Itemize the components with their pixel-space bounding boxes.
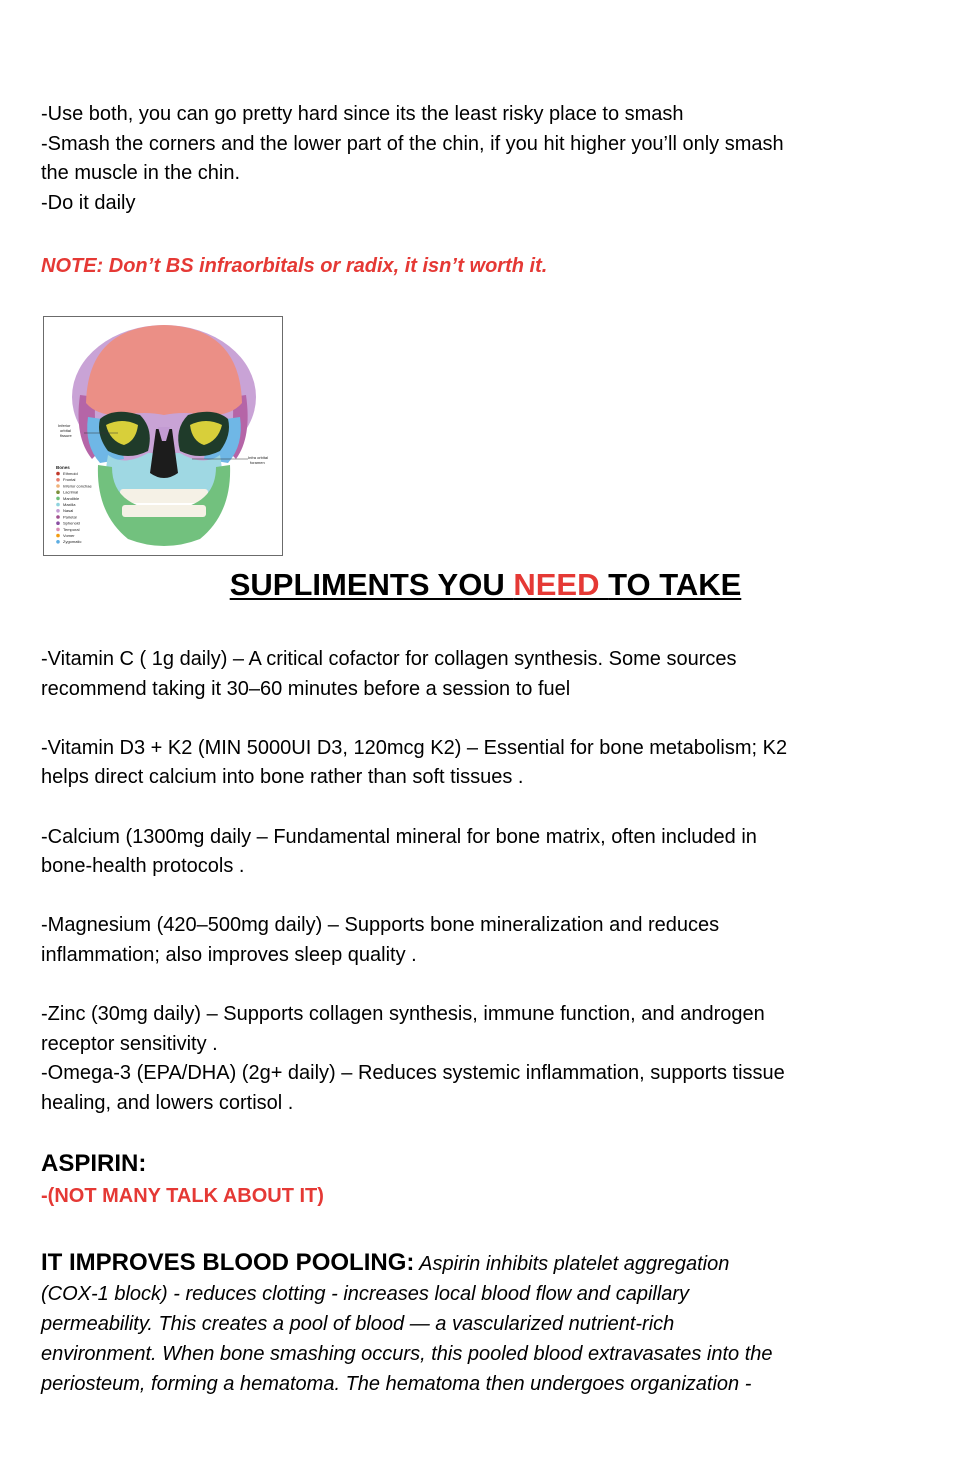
supplement-line: bone-health protocols . bbox=[41, 855, 245, 878]
legend-item-label: Ethmoid bbox=[63, 471, 78, 476]
heading-emphasis: NEED bbox=[513, 567, 609, 602]
legend-swatch bbox=[56, 490, 60, 494]
intro-line: -Do it daily bbox=[41, 191, 136, 214]
upper-teeth bbox=[120, 489, 208, 503]
pooling-line: permeability. This creates a pool of blood — a vascularized nutrient‑rich bbox=[41, 1313, 675, 1335]
supplement-item-omega-3 bbox=[41, 1059, 921, 1118]
legend-swatch bbox=[56, 472, 60, 476]
supplement-item-calcium bbox=[41, 823, 921, 882]
warning-note: NOTE: Don’t BS infraorbitals or radix, it isn’t worth it. bbox=[41, 255, 548, 278]
blood-pooling-paragraph bbox=[41, 1248, 921, 1399]
legend-title: Bones bbox=[56, 465, 70, 470]
legend-swatch bbox=[56, 534, 60, 538]
intro-section bbox=[41, 100, 921, 282]
pooling-line: (COX‑1 block) - reduces clotting - increases local blood flow and capillary bbox=[41, 1283, 690, 1305]
legend-item-label: Nasal bbox=[63, 508, 74, 514]
legend-item-label: Mandible bbox=[63, 495, 80, 501]
intro-line: -Smash the corners and the lower part of the chin, if you hit higher you’ll only smash bbox=[41, 132, 784, 155]
pooling-lead: IT IMPROVES BLOOD POOLING: bbox=[41, 1249, 415, 1276]
frontal-region bbox=[86, 325, 242, 415]
legend-item-label: Parietal bbox=[63, 514, 77, 520]
legend-item-label: Zygomatic bbox=[63, 539, 82, 545]
legend-item-label: Frontal bbox=[63, 477, 76, 483]
pooling-body-start: Aspirin inhibits platelet aggregation bbox=[414, 1253, 730, 1275]
supplement-line: -Zinc (30mg daily) – Supports collagen synthesis, immune function, and androgen bbox=[41, 1003, 765, 1026]
supplement-line: receptor sensitivity . bbox=[41, 1032, 218, 1055]
legend-swatch bbox=[56, 478, 60, 482]
supplement-line: helps direct calcium into bone rather than soft tissues . bbox=[41, 766, 524, 789]
supplement-item-vitamin-d3-k2 bbox=[41, 734, 921, 793]
supplements-list bbox=[41, 645, 921, 1119]
supplement-line: healing, and lowers cortisol . bbox=[41, 1091, 294, 1114]
legend-item-label: Lacrimal bbox=[63, 489, 79, 495]
legend-swatch bbox=[56, 484, 60, 488]
pooling-first-line bbox=[41, 1248, 921, 1279]
bones-legend bbox=[56, 471, 92, 544]
legend-swatch bbox=[56, 528, 60, 532]
pooling-line: periosteum, forming a hematoma. The hematoma then undergoes organization - bbox=[41, 1373, 752, 1395]
pooling-line: environment. When bone smashing occurs, this pooled blood extravasates into the bbox=[41, 1343, 773, 1365]
legend-swatch bbox=[56, 521, 60, 525]
lower-teeth bbox=[122, 505, 206, 517]
supplement-line: -Calcium (1300mg daily – Fundamental mineral for bone matrix, often included in bbox=[41, 825, 757, 848]
legend-swatch bbox=[56, 515, 60, 519]
legend-swatch bbox=[56, 503, 60, 507]
supplements-heading bbox=[0, 566, 971, 604]
supplement-line: -Magnesium (420–500mg daily) – Supports bone mineralization and reduces bbox=[41, 914, 720, 937]
legend-swatch bbox=[56, 509, 60, 513]
supplement-line: -Vitamin C ( 1g daily) – A critical cofactor for collagen synthesis. Some sources bbox=[41, 648, 737, 670]
supplement-item-vitamin-c bbox=[41, 645, 921, 704]
supplement-line: -Omega-3 (EPA/DHA) (2g+ daily) – Reduces systemic inflammation, supports tissue bbox=[41, 1062, 785, 1085]
intro-text bbox=[41, 100, 921, 218]
supplement-item-zinc bbox=[41, 1000, 921, 1059]
supplement-line: -Vitamin D3 + K2 (MIN 5000UI D3, 120mcg K2) – Essential for bone metabolism; K2 bbox=[41, 736, 788, 759]
intro-line: the muscle in the chin. bbox=[41, 162, 240, 185]
infraorbital-foramen-label: Infra orbital foramen bbox=[248, 455, 269, 465]
skull-illustration bbox=[44, 317, 282, 555]
supplement-item-magnesium bbox=[41, 911, 921, 970]
heading-part-3: TO TAKE bbox=[608, 567, 742, 602]
skull-diagram-image bbox=[43, 316, 283, 556]
legend-item-label: Temporal bbox=[63, 526, 80, 532]
legend-swatch bbox=[56, 540, 60, 544]
supplement-line: recommend taking it 30–60 minutes before a session to fuel bbox=[41, 677, 571, 700]
legend-swatch bbox=[56, 497, 60, 501]
legend-item-label: Maxilla bbox=[63, 502, 76, 507]
aspirin-title: ASPIRIN: bbox=[41, 1150, 147, 1177]
supplement-line: inflammation; also improves sleep quality . bbox=[41, 943, 417, 966]
legend-item-label: Sphenoid bbox=[63, 520, 80, 526]
aspirin-subtitle: -(NOT MANY TALK ABOUT IT) bbox=[41, 1185, 324, 1207]
inferior-orbital-fissure-label: Inferior orbital fissure bbox=[58, 423, 72, 438]
intro-line: -Use both, you can go pretty hard since its the least risky place to smash bbox=[41, 103, 684, 125]
heading-part-1: SUPLIMENTS YOU bbox=[229, 567, 514, 602]
legend-item-label: Inferior conchae bbox=[63, 483, 92, 489]
legend-item-label: Vomer bbox=[63, 533, 75, 538]
